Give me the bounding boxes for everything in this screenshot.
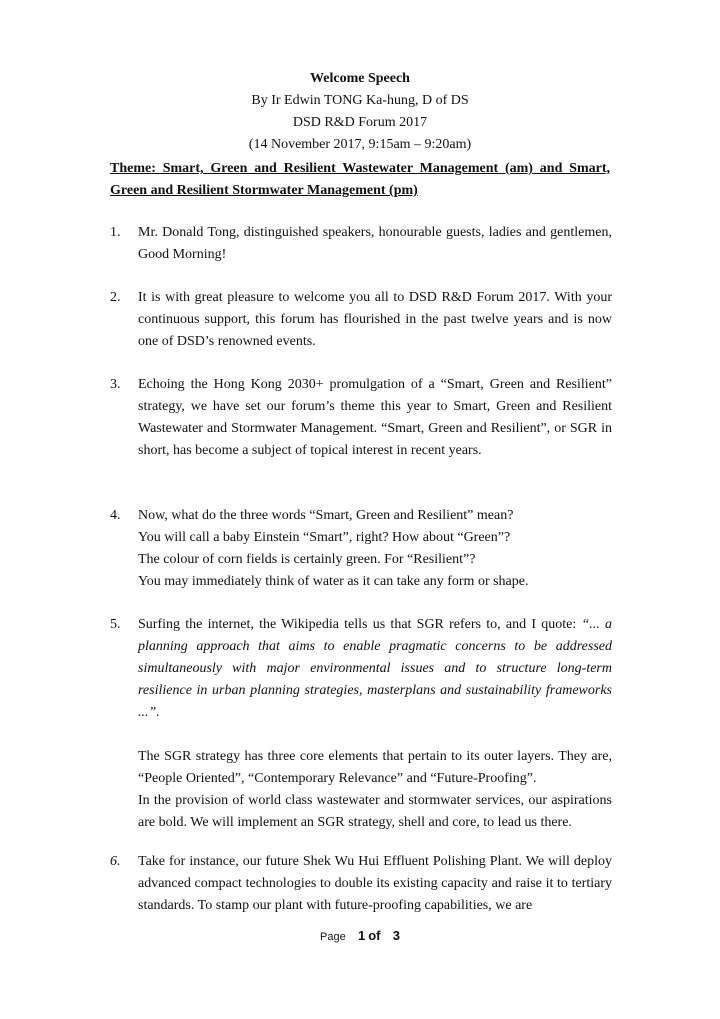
speech-title: Welcome Speech — [310, 71, 410, 86]
event-name: DSD R&D Forum 2017 — [292, 115, 428, 130]
page-number: 1 — [357, 928, 366, 943]
paragraph-2 — [110, 287, 612, 353]
page-label: Page — [320, 931, 346, 943]
paragraph-line: Now, what do the three words “Smart, Green and Resilient” mean? — [138, 508, 514, 523]
page-footer — [0, 928, 720, 943]
speech-header — [110, 68, 610, 156]
paragraph-text: Take for instance, our future Shek Wu Hui Effluent Polishing Plant. We will deploy advanced compact technologies to double its existing capacity and raise it to tertiary standards. To stamp our plant with future-proofing capabilities, we are — [138, 854, 612, 913]
paragraph-text — [138, 614, 612, 724]
paragraph-number: 6. — [110, 854, 121, 869]
paragraph-number: 1. — [110, 225, 121, 240]
page-total: 3 — [392, 928, 400, 943]
paragraph-text: The SGR strategy has three core elements that pertain to its outer layers. They are, “People Oriented”, “Contemporary Relevance” and “Future-Proofing”. — [138, 749, 612, 786]
event-date: (14 November 2017, 9:15am – 9:20am) — [248, 137, 472, 152]
page-of-label: of — [368, 928, 381, 943]
paragraph-number: 3. — [110, 377, 121, 392]
paragraph-5 — [110, 614, 612, 834]
paragraph-text: Echoing the Hong Kong 2030+ promulgation of a “Smart, Green and Resilient” strategy, we have set our forum’s theme this year to Smart, Green and Resilient Wastewater and Stormwater Management. “Smart, Green and Resilient”, or SGR in short, has become a subject of topical interest in recent years. — [138, 377, 612, 458]
paragraph-number: 2. — [110, 290, 121, 305]
paragraph-number: 5. — [110, 617, 121, 632]
speech-theme: Theme: Smart, Green and Resilient Wastewater Management (am) and Smart, Green and Resilient Stormwater Management (pm) — [110, 161, 610, 198]
wikipedia-quote: “... a planning approach that aims to enable pragmatic concerns to be addressed simultaneously with major environmental issues and to structure long-term resilience in urban planning strategies, masterplans and sustainability frameworks ...”. — [138, 617, 612, 720]
paragraph-text: It is with great pleasure to welcome you all to DSD R&D Forum 2017. With your continuous support, this forum has flourished in the past twelve years and is now one of DSD’s renowned events. — [138, 290, 612, 349]
paragraph-line: You will call a baby Einstein “Smart”, right? How about “Green”? — [138, 530, 511, 545]
paragraph-number: 4. — [110, 508, 121, 523]
paragraph-line: You may immediately think of water as it can take any form or shape. — [138, 574, 529, 589]
speech-author: By Ir Edwin TONG Ka-hung, D of DS — [251, 93, 469, 108]
paragraph-1 — [110, 222, 612, 266]
paragraph-3 — [110, 374, 612, 462]
paragraph-4 — [110, 505, 612, 593]
paragraph-text: Mr. Donald Tong, distinguished speakers, honourable guests, ladies and gentlemen, Good Morning! — [138, 225, 612, 262]
paragraph-text: In the provision of world class wastewater and stormwater services, our aspirations are bold. We will implement an SGR strategy, shell and core, to lead us there. — [138, 793, 612, 830]
quote-intro: Surfing the internet, the Wikipedia tells us that SGR refers to, and I quote: — [138, 617, 582, 632]
paragraph-6 — [110, 851, 612, 917]
paragraph-line: The colour of corn fields is certainly green. For “Resilient”? — [138, 552, 476, 567]
